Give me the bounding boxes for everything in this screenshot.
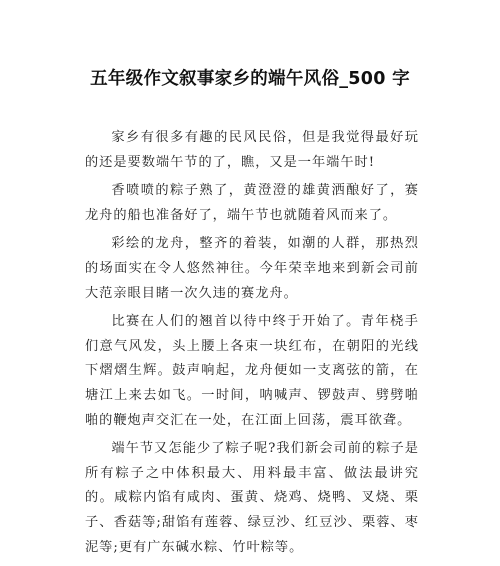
paragraph: 端午节又怎能少了粽子呢?我们新会司前的粽子是所有粽子之中体积最大、用料最丰富、做法最讲究的。咸粽内馅有咸肉、蛋黄、烧鸡、烧鸭、叉烧、栗子、香菇等;甜馅有莲蓉、绿豆沙、红豆沙、栗蓉、枣泥等;更有广东碱水粽、竹叶粽等。 xyxy=(85,441,419,555)
document-body xyxy=(85,126,419,564)
paragraph: 家乡有很多有趣的民风民俗，但是我觉得最好玩的还是要数端午节的了，瞧，又是一年端午时! xyxy=(85,130,419,170)
paragraph: 香喷喷的粽子熟了，黄澄澄的雄黄洒酿好了，赛龙舟的船也准备好了，端午节也就随着风而来了。 xyxy=(85,183,419,223)
paragraph: 彩绘的龙舟，整齐的着装，如潮的人群，那热烈的场面实在令人悠然神往。今年荣幸地来到新会司前大范亲眼目睹一次久违的赛龙舟。 xyxy=(85,236,419,301)
paragraph: 比赛在人们的翘首以待中终于开始了。青年桡手们意气风发，头上腰上各束一块红布，在朝阳的光线下熠熠生辉。鼓声响起，龙舟便如一支离弦的箭，在塘江上来去如飞。一时间，呐喊声、锣鼓声、劈劈啪啪的鞭炮声交汇在一处，在江面上回荡，震耳欲聋。 xyxy=(85,314,419,428)
document-title: 五年级作文叙事家乡的端午风俗_500 字 xyxy=(90,69,410,89)
